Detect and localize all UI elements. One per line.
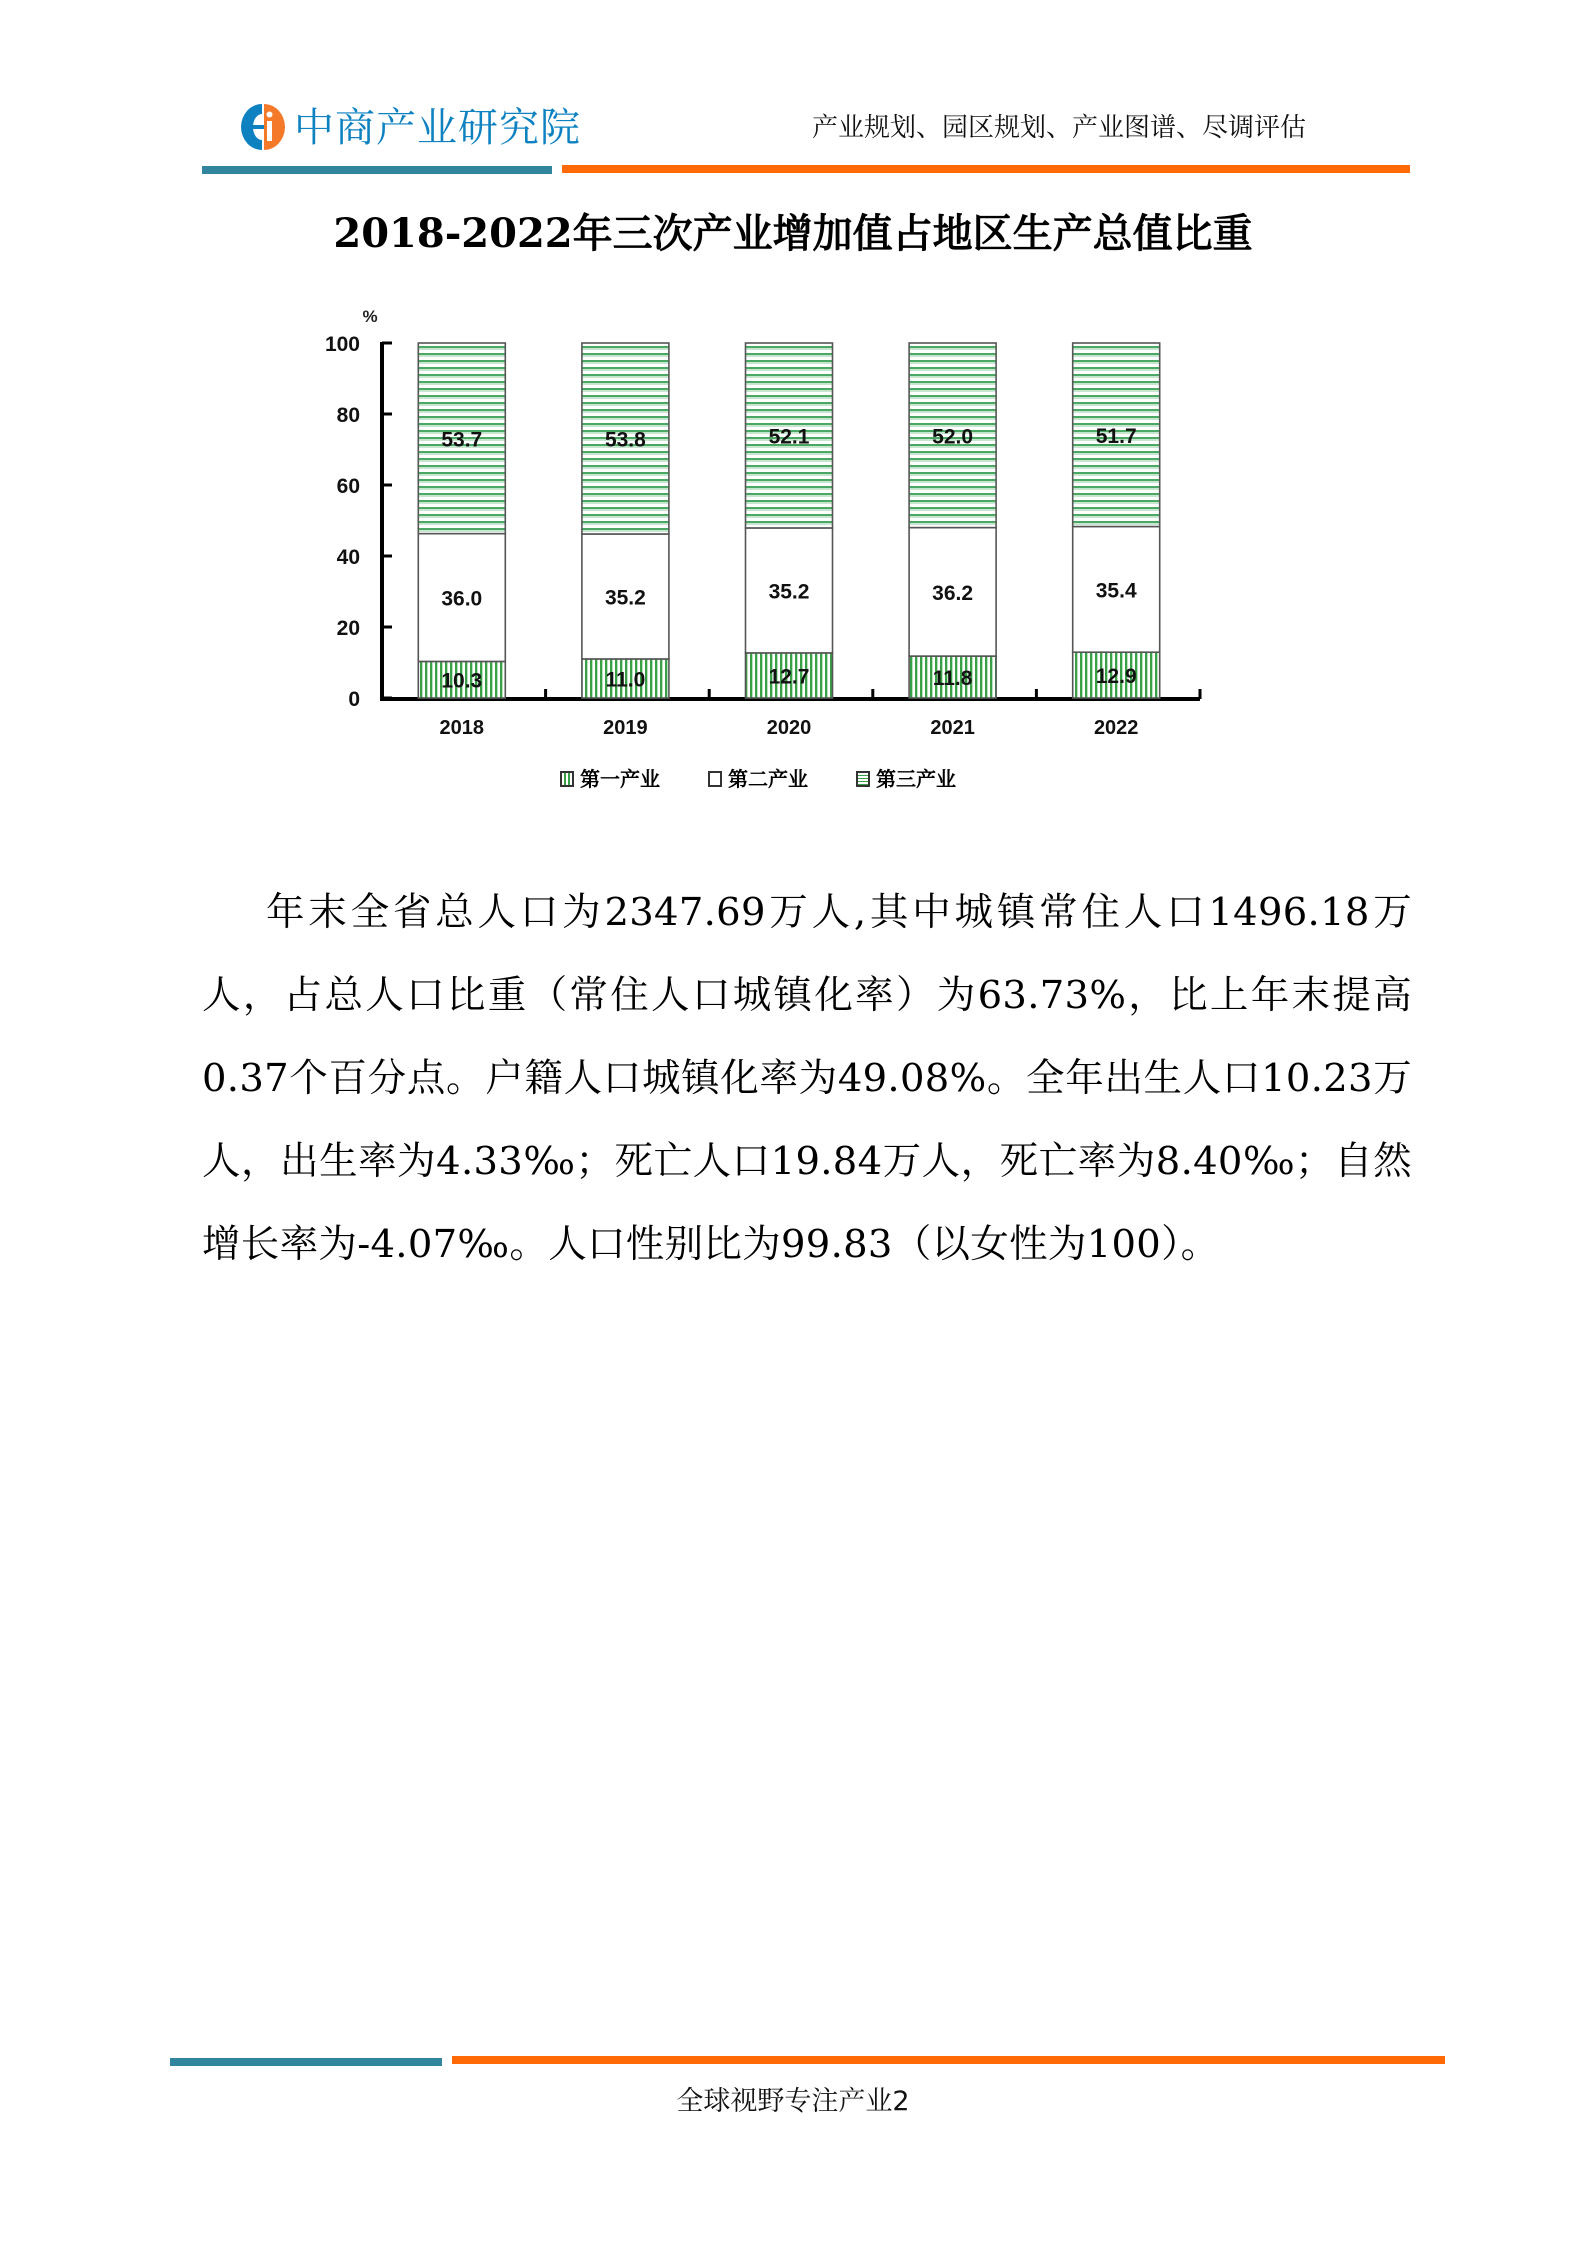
bar-value-label: 11.8 bbox=[932, 667, 973, 691]
bar-value-label: 52.0 bbox=[932, 425, 974, 449]
bar-value-label: 12.7 bbox=[768, 665, 810, 689]
chart-title: 2018-2022年三次产业增加值占地区生产总值比重 bbox=[333, 210, 1253, 257]
y-tick-label: 0 bbox=[348, 688, 360, 711]
y-tick-label: 20 bbox=[336, 617, 360, 640]
bar-value-label: 51.7 bbox=[1095, 424, 1137, 448]
chart-bars bbox=[418, 343, 1159, 698]
legend-label: 第二产业 bbox=[728, 767, 808, 791]
y-tick-label: 80 bbox=[336, 404, 360, 427]
chart-legend bbox=[560, 764, 956, 794]
bar-value-label: 35.2 bbox=[768, 580, 810, 604]
x-tick-label: 2021 bbox=[930, 717, 975, 739]
bar-value-label: 53.8 bbox=[604, 428, 646, 452]
bar-value-label: 10.3 bbox=[441, 669, 483, 693]
bar-value-label: 12.9 bbox=[1095, 665, 1137, 689]
bar-value-label: 53.7 bbox=[441, 428, 483, 452]
legend-item-tertiary-industry bbox=[856, 764, 956, 794]
header-rule-teal bbox=[202, 166, 552, 174]
footer-rule-teal bbox=[170, 2058, 442, 2066]
legend-label: 第一产业 bbox=[580, 767, 660, 791]
bar-2022 bbox=[1073, 343, 1160, 698]
x-tick-label: 2020 bbox=[766, 717, 812, 739]
bar-2019 bbox=[582, 343, 669, 698]
legend-item-secondary-industry bbox=[708, 764, 808, 794]
header-tagline: 产业规划、园区规划、产业图谱、尽调评估 bbox=[812, 113, 1307, 143]
legend-item-primary-industry bbox=[560, 764, 660, 794]
x-axis-labels bbox=[440, 717, 1139, 739]
y-tick-label: 60 bbox=[336, 475, 360, 498]
footer-slogan-page-number: 全球视野专注产业2 bbox=[676, 2086, 910, 2117]
bar-2021 bbox=[909, 343, 996, 698]
x-tick-label: 2022 bbox=[1093, 717, 1139, 739]
bar-value-label: 11.0 bbox=[605, 668, 646, 692]
stacked-bar-chart bbox=[300, 290, 1260, 810]
legend-label: 第三产业 bbox=[876, 767, 956, 791]
horizontal-stripes-swatch-icon bbox=[856, 771, 870, 787]
ci-logo-icon bbox=[239, 102, 285, 152]
footer-rule-orange bbox=[452, 2056, 1445, 2064]
y-tick-label: 40 bbox=[336, 546, 360, 569]
bar-value-label: 52.1 bbox=[768, 425, 810, 449]
bar-value-label: 35.2 bbox=[604, 586, 646, 610]
x-tick-label: 2018 bbox=[439, 717, 485, 739]
population-paragraph: 年末全省总人口为2347.69万人,其中城镇常住人口1496.18万人，占总人口比重（常住人口城镇化率）为63.73%，比上年末提高0.37个百分点。户籍人口城镇化率为49.08%。全年出生人口10.23万人，出生率为4.33‰；死亡人口19.84万人，死亡率为8.40‰；自然增长率为-4.07‰。人口性别比为99.83（以女性为100）。 bbox=[202, 889, 1412, 1267]
header-rule-orange bbox=[562, 165, 1410, 173]
brand-name: 中商产业研究院 bbox=[294, 105, 581, 151]
bar-value-label: 36.2 bbox=[932, 581, 974, 605]
bar-2020 bbox=[746, 343, 833, 698]
x-tick-label: 2019 bbox=[603, 717, 648, 739]
vertical-stripes-swatch-icon bbox=[560, 771, 574, 787]
y-tick-label: 100 bbox=[324, 333, 360, 356]
bar-value-label: 35.4 bbox=[1095, 579, 1137, 603]
bar-value-label: 36.0 bbox=[441, 587, 483, 611]
bar-2018 bbox=[418, 343, 505, 698]
empty-square-swatch-icon bbox=[708, 771, 722, 787]
y-axis-unit-label: % bbox=[362, 307, 378, 326]
